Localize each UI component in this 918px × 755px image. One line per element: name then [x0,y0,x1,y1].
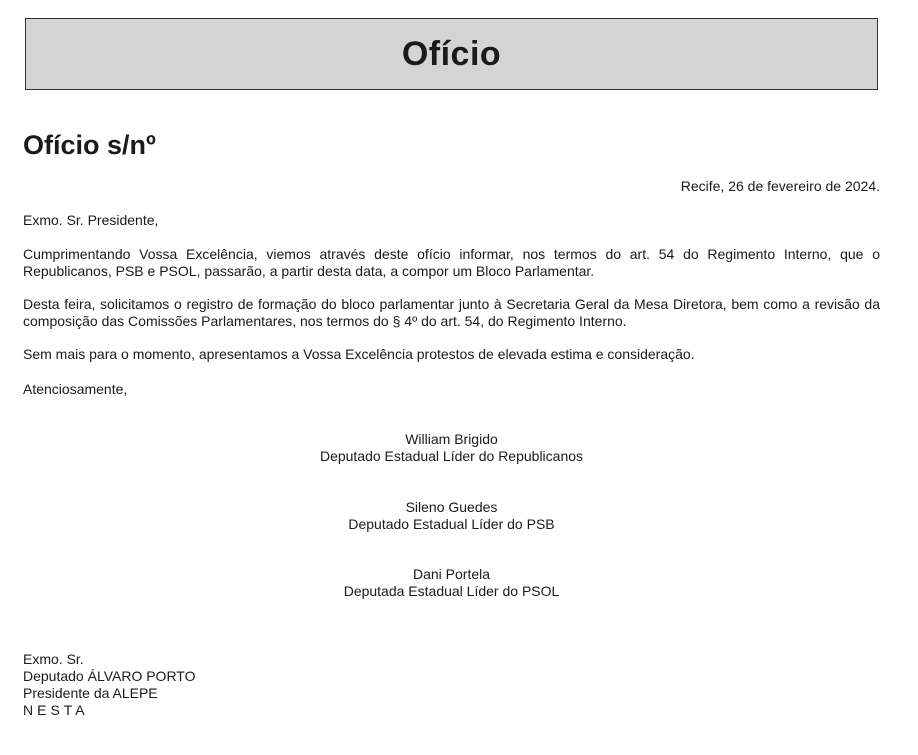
signatory-role: Deputado Estadual Líder do Republicanos [319,448,584,464]
date-line: Recife, 26 de fevereiro de 2024. [680,178,880,194]
signature-block [0,499,903,533]
signatory-name: Dani Portela [412,566,491,582]
header-title: Ofício [401,34,502,73]
addressee-location: NESTA [23,702,89,718]
signatory-role: Deputado Estadual Líder do PSB [348,516,555,532]
signatory-name: William Brigido [405,431,498,447]
signature-block [0,566,903,600]
closing: Atenciosamente, [23,381,128,397]
signature-block [0,431,903,465]
addressee-title: Exmo. Sr. [23,651,84,667]
salutation: Exmo. Sr. Presidente, [23,212,159,228]
addressee-name: Deputado ÁLVARO PORTO [23,668,196,684]
addressee-position: Presidente da ALEPE [23,685,158,701]
paragraph-announcement: Cumprimentando Vossa Excelência, viemos através deste ofício informar, nos termos do art. 54 do Regimento Interno, que o Republicanos, PSB e PSOL, passarão, a partir desta data, a compor um Bloco Parlamentar. [23,246,880,279]
document-title: Ofício s/nº [23,130,156,160]
signatory-role: Deputada Estadual Líder do PSOL [343,583,560,599]
header-banner [25,18,878,90]
paragraph-request: Desta feira, solicitamos o registro de formação do bloco parlamentar junto à Secretaria Geral da Mesa Diretora, bem como a revisão da composição das Comissões Parlamentares, nos termos do § 4º do art. 54, do Regimento Interno. [23,296,880,329]
paragraph-regards: Sem mais para o momento, apresentamos a Vossa Excelência protestos de elevada estima e consideração. [23,346,695,362]
signatory-name: Sileno Guedes [405,499,498,515]
addressee-block [23,651,196,719]
